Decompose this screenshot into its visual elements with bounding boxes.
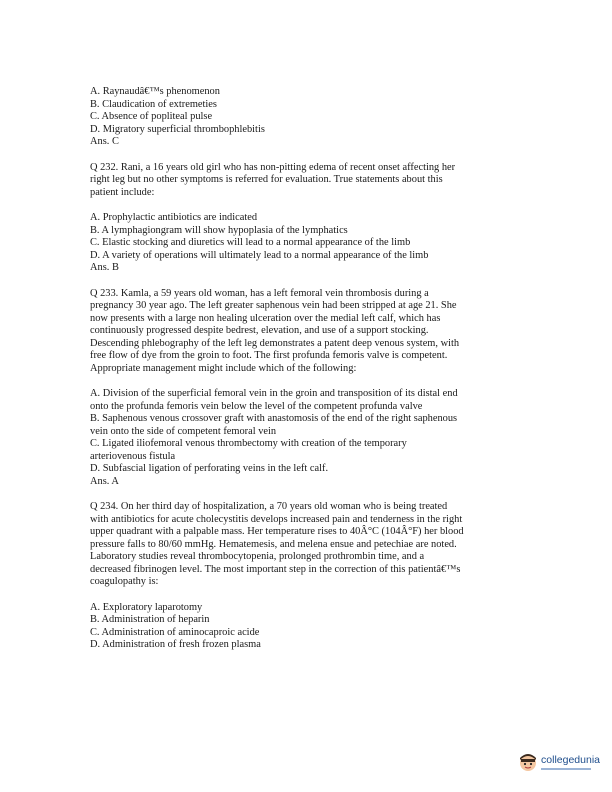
- question-stem-line: coagulopathy is:: [90, 576, 159, 587]
- question-stem-line: pregnancy 30 year ago. The left greater saphenous vein had been stripped at age 21. She: [90, 300, 457, 311]
- option-c-cont: arteriovenous fistula: [90, 450, 176, 462]
- question-231-block: [90, 86, 530, 149]
- question-stem-line: Q 233. Kamla, a 59 years old woman, has a left femoral vein thrombosis during a: [90, 287, 429, 299]
- option-c: C. Absence of popliteal pulse: [90, 111, 213, 122]
- question-232-block: [90, 162, 530, 275]
- option-c: C. Ligated iliofemoral venous thrombectomy with creation of the temporary: [90, 438, 407, 449]
- option-c: C. Elastic stocking and diuretics will lead to a normal appearance of the limb: [90, 237, 411, 248]
- option-d: D. Administration of fresh frozen plasma: [90, 639, 261, 650]
- option-b: B. Claudication of extremeties: [90, 98, 217, 110]
- option-a: A. Raynaudâ€™s phenomenon: [90, 86, 220, 97]
- question-stem-line: right leg but no other symptoms is referred for evaluation. True statements about this: [90, 174, 443, 185]
- option-a: A. Exploratory laparotomy: [90, 601, 203, 613]
- option-b: B. Administration of heparin: [90, 614, 210, 625]
- answer: Ans. B: [90, 262, 119, 273]
- brand-tagline: [541, 768, 591, 770]
- question-stem-line: continuously progressed despite bedrest, elevation, and use of a support stocking.: [90, 325, 429, 336]
- question-233-block: [90, 288, 530, 489]
- question-stem-line: Descending phlebography of the left leg demonstrates a patent deep venous system, with: [90, 337, 460, 349]
- question-stem-line: Appropriate management might include which of the following:: [90, 362, 357, 374]
- answer: Ans. C: [90, 136, 119, 147]
- document-page: [90, 86, 530, 652]
- brand-name: collegedunia: [541, 753, 600, 766]
- option-c: C. Administration of aminocaproic acide: [90, 626, 260, 638]
- question-stem-line: now presents with a large non healing ulceration over the medial left calf, which has: [90, 312, 441, 324]
- option-b: B. A lymphagiongram will show hypoplasia of the lymphatics: [90, 224, 348, 236]
- mascot-icon: [518, 752, 538, 772]
- question-stem-line: patient include:: [90, 186, 155, 198]
- option-a: A. Prophylactic antibiotics are indicated: [90, 212, 258, 223]
- question-stem-line: Q 234. On her third day of hospitalization, a 70 years old woman who is being treated: [90, 501, 448, 512]
- option-a-cont: onto the profunda femoris vein below the level of the competent profunda valve: [90, 400, 423, 412]
- option-b: B. Saphenous venous crossover graft with anastomosis of the end of the right saphenous: [90, 413, 458, 424]
- option-d: D. A variety of operations will ultimately lead to a normal appearance of the limb: [90, 249, 429, 261]
- answer: Ans. A: [90, 475, 119, 487]
- question-stem-line: with antibiotics for acute cholecystitis develops increased pain and tenderness in the right: [90, 513, 463, 525]
- option-a: A. Division of the superficial femoral vein in the groin and transposition of its distal end: [90, 388, 458, 399]
- question-stem-line: decreased fibrinogen level. The most important step in the correction of this patientâ€™s: [90, 563, 461, 575]
- option-d: D. Subfascial ligation of perforating veins in the left calf.: [90, 463, 329, 474]
- brand-logo[interactable]: [518, 752, 600, 772]
- question-stem-line: Q 232. Rani, a 16 years old girl who has non-pitting edema of recent onset affecting her: [90, 161, 456, 173]
- question-234-block: [90, 501, 530, 652]
- option-b-cont: vein onto the side of competent femoral vein: [90, 425, 277, 437]
- question-stem-line: pressure falls to 80/60 mmHg. Hematemesis, and melena ensue and petechiae are noted.: [90, 538, 457, 550]
- question-stem-line: upper quadrant with a palpable mass. Her temperature rises to 40Â°C (104Â°F) her blood: [90, 526, 464, 537]
- question-stem-line: Laboratory studies reveal thrombocytopenia, prolonged prothrombin time, and a: [90, 551, 425, 562]
- question-stem-line: free flow of dye from the groin to foot. The first profunda femoris valve is competent.: [90, 350, 448, 361]
- option-d: D. Migratory superficial thrombophlebitis: [90, 123, 265, 135]
